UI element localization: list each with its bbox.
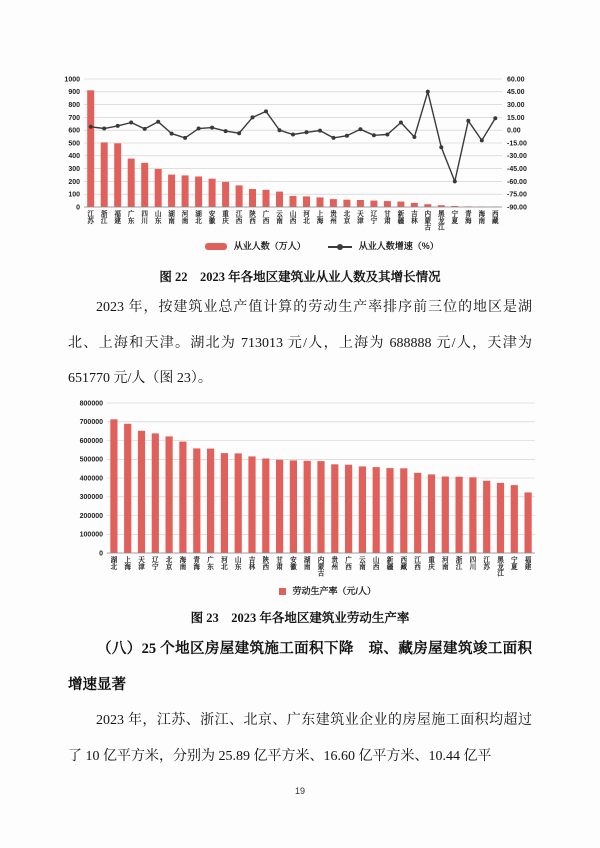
- productivity-chart-plot: [55, 397, 600, 583]
- svg-text:30.00: 30.00: [507, 102, 525, 109]
- paragraph-floor-space: 2023 年，江苏、浙江、北京、广东建筑业企业的房屋施工面积均超过了 10 亿平方米，分别为 25.89 亿平方米、16.60 亿平方米、10.44 亿平: [68, 713, 532, 764]
- svg-text:900: 900: [68, 89, 80, 97]
- svg-text:浙江: 浙江: [100, 211, 108, 225]
- svg-text:800: 800: [68, 102, 80, 109]
- svg-text:四川: 四川: [469, 557, 477, 571]
- page-number: 19: [294, 786, 305, 796]
- svg-text:上海: 上海: [124, 557, 131, 571]
- svg-text:西藏: 西藏: [400, 557, 408, 571]
- svg-text:广东: 广东: [207, 557, 214, 571]
- bar-swatch-icon: [279, 588, 286, 595]
- svg-text:湖南: 湖南: [303, 557, 311, 571]
- svg-text:天津: 天津: [357, 211, 364, 225]
- svg-text:内蒙古: 内蒙古: [317, 557, 325, 578]
- svg-text:福建: 福建: [524, 557, 532, 571]
- svg-text:河南: 河南: [442, 557, 449, 571]
- line-swatch-icon: [328, 246, 352, 248]
- svg-text:重庆: 重庆: [222, 211, 229, 225]
- svg-text:500000: 500000: [79, 456, 103, 464]
- svg-text:陕西: 陕西: [249, 211, 256, 225]
- svg-text:-30.00: -30.00: [507, 153, 527, 161]
- svg-text:重庆: 重庆: [428, 557, 435, 571]
- svg-text:安徽: 安徽: [290, 557, 297, 571]
- svg-text:广西: 广西: [262, 211, 270, 225]
- svg-text:-75.00: -75.00: [507, 191, 527, 199]
- svg-text:600: 600: [68, 127, 80, 135]
- svg-text:-45.00: -45.00: [507, 166, 527, 173]
- svg-text:500: 500: [68, 140, 80, 148]
- svg-text:贵州: 贵州: [331, 557, 339, 571]
- svg-text:-90.00: -90.00: [507, 204, 527, 212]
- legend-label: 劳动生产率（元/人）: [292, 586, 377, 597]
- svg-text:青海: 青海: [465, 211, 472, 225]
- svg-text:安徽: 安徽: [208, 211, 216, 225]
- svg-text:湖北: 湖北: [110, 557, 118, 571]
- svg-text:黑龙江: 黑龙江: [497, 557, 504, 578]
- productivity-chart: [55, 397, 600, 597]
- svg-text:河北: 河北: [303, 211, 310, 225]
- svg-text:湖南: 湖南: [168, 211, 175, 225]
- svg-text:西藏: 西藏: [492, 211, 499, 225]
- svg-text:600000: 600000: [79, 437, 103, 445]
- legend-item-productivity: [279, 585, 376, 597]
- svg-text:山西: 山西: [372, 557, 380, 571]
- svg-text:200000: 200000: [79, 512, 103, 520]
- svg-text:陕西: 陕西: [262, 557, 270, 571]
- svg-text:内蒙古: 内蒙古: [424, 211, 432, 232]
- svg-text:300: 300: [68, 166, 80, 173]
- svg-text:贵州: 贵州: [330, 211, 337, 225]
- svg-text:上海: 上海: [316, 211, 324, 225]
- svg-text:吉林: 吉林: [248, 557, 256, 571]
- svg-text:山东: 山东: [234, 557, 242, 571]
- svg-text:河北: 河北: [221, 557, 228, 571]
- svg-text:甘肃: 甘肃: [384, 211, 391, 225]
- employment-chart-plot: [44, 73, 600, 235]
- svg-text:四川: 四川: [141, 211, 148, 225]
- svg-text:200: 200: [68, 178, 80, 186]
- svg-text:山西: 山西: [289, 211, 297, 225]
- svg-text:400: 400: [68, 153, 80, 161]
- svg-text:江西: 江西: [414, 557, 421, 571]
- svg-text:山东: 山东: [154, 211, 162, 225]
- svg-text:-15.00: -15.00: [507, 140, 527, 148]
- section-heading: （八）25 个地区房屋建筑施工面积下降 琼、藏房屋建筑竣工面积增速显著: [68, 641, 532, 693]
- svg-text:新疆: 新疆: [397, 211, 405, 225]
- svg-text:北京: 北京: [343, 211, 351, 225]
- svg-text:0.00: 0.00: [507, 127, 521, 135]
- svg-text:海南: 海南: [478, 211, 486, 225]
- svg-text:60.00: 60.00: [507, 76, 525, 84]
- svg-text:45.00: 45.00: [507, 89, 525, 97]
- productivity-chart-legend: [55, 585, 600, 597]
- legend-item-growth: [328, 240, 439, 252]
- svg-text:1000: 1000: [64, 76, 80, 84]
- svg-text:0: 0: [76, 204, 80, 212]
- svg-text:浙江: 浙江: [455, 557, 463, 571]
- svg-text:河南: 河南: [181, 211, 189, 225]
- legend-item-employees: [205, 240, 306, 252]
- figure-23-caption: 图 23 2023 年各地区建筑业劳动生产率: [190, 611, 410, 626]
- svg-text:广东: 广东: [127, 211, 135, 225]
- svg-text:甘肃: 甘肃: [276, 557, 283, 571]
- svg-text:800000: 800000: [79, 400, 103, 408]
- svg-text:云南: 云南: [359, 557, 366, 571]
- svg-text:北京: 北京: [165, 557, 173, 571]
- svg-text:100000: 100000: [79, 531, 103, 539]
- legend-label: 从业人数（万人）: [233, 241, 306, 251]
- svg-text:吉林: 吉林: [411, 211, 418, 225]
- paragraph-productivity: 2023 年，按建筑业总产值计算的劳动生产率排序前三位的地区是湖北、上海和天津。湖北为 713013 元/人，上海为 688888 元/人，天津为 651770 元/人（图 23）。: [68, 300, 532, 387]
- svg-text:15.00: 15.00: [507, 114, 525, 122]
- svg-text:辽宁: 辽宁: [152, 557, 159, 571]
- svg-text:宁夏: 宁夏: [511, 557, 518, 571]
- line-dot-icon: [337, 244, 343, 250]
- svg-text:0: 0: [99, 550, 103, 558]
- svg-text:新疆: 新疆: [386, 557, 394, 571]
- svg-text:-60.00: -60.00: [507, 178, 527, 186]
- svg-text:宁夏: 宁夏: [451, 211, 459, 225]
- svg-text:海南: 海南: [179, 557, 187, 571]
- svg-text:江苏: 江苏: [87, 211, 94, 225]
- svg-text:黑龙江: 黑龙江: [438, 211, 445, 232]
- svg-text:江西: 江西: [235, 211, 243, 225]
- svg-text:江苏: 江苏: [483, 557, 490, 571]
- bar-swatch-icon: [205, 243, 227, 250]
- svg-text:辽宁: 辽宁: [370, 211, 378, 225]
- legend-label: 从业人数增速（%）: [358, 241, 439, 251]
- employment-chart-legend: [44, 240, 600, 252]
- svg-text:700: 700: [68, 114, 80, 122]
- svg-text:300000: 300000: [79, 494, 103, 502]
- svg-text:700000: 700000: [79, 419, 103, 427]
- svg-text:青海: 青海: [193, 557, 200, 571]
- figure-22-caption: 图 22 2023 年各地区建筑业从业人数及其增长情况: [159, 270, 441, 284]
- employment-chart: [44, 73, 600, 252]
- svg-text:400000: 400000: [79, 475, 103, 483]
- svg-text:100: 100: [68, 191, 80, 199]
- svg-text:福建: 福建: [114, 211, 121, 225]
- svg-text:广西: 广西: [345, 557, 352, 571]
- svg-text:湖北: 湖北: [195, 211, 202, 225]
- svg-text:天津: 天津: [138, 557, 145, 571]
- svg-text:云南: 云南: [276, 211, 283, 225]
